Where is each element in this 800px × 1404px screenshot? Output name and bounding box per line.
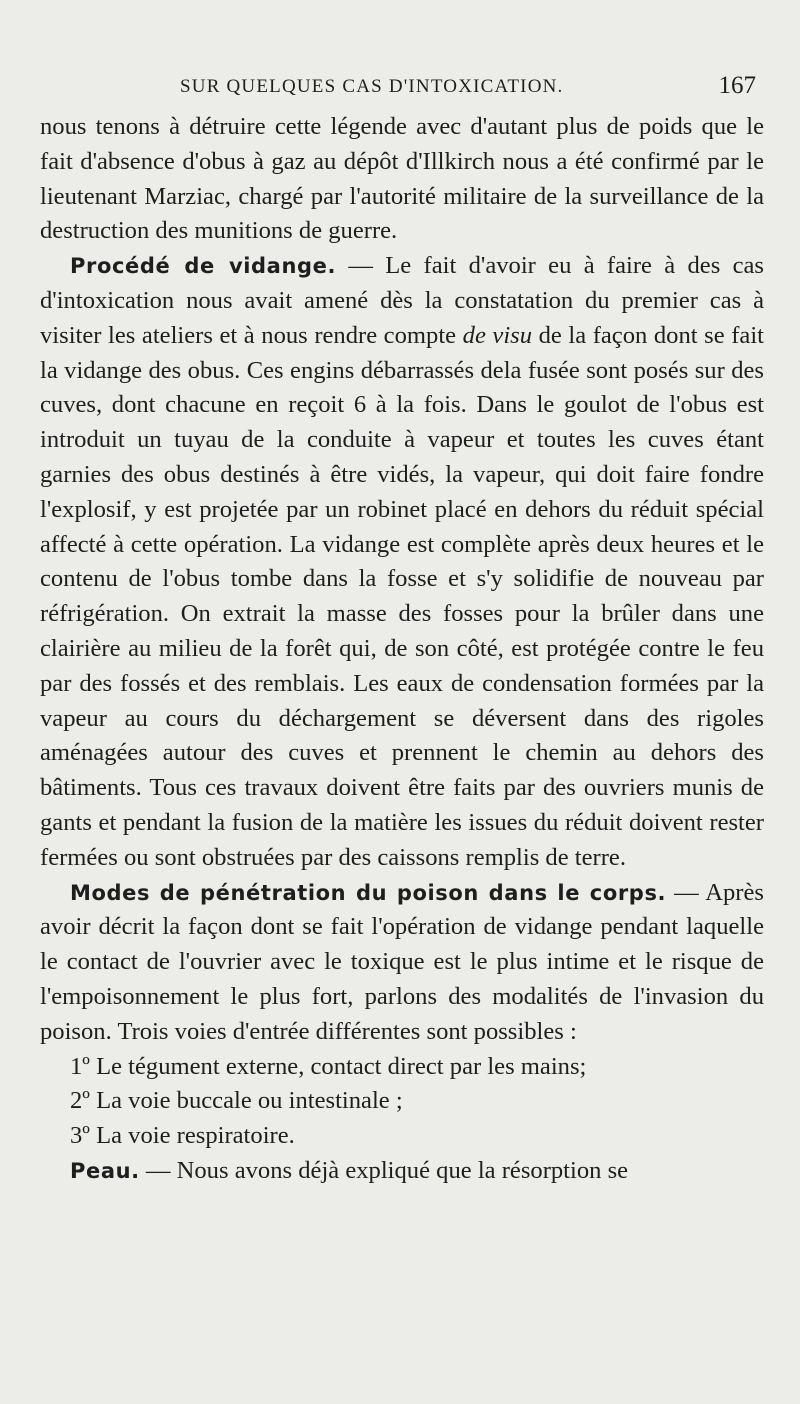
paragraph-text: — Nous avons déjà expliqué que la résorption se [139,1156,629,1184]
list-item: 1º Le tégument externe, contact direct par les mains; [70,1052,587,1080]
running-header [180,72,756,106]
page-number: 167 [718,72,756,99]
run-in-heading: Procédé de vidange. [70,254,337,279]
list-item: 3º La voie respiratoire. [70,1122,295,1150]
paragraph-text: — Après avoir décrit la façon dont se fait l'opération de vidange pendant laquelle le contact de l'ouvrier avec le toxique est le plus intime et le risque de l'empoisonnement le plus fort, parlons des modalités de l'invasion du poison. Trois voies d'entrée différentes sont possibles : [40,878,764,1045]
italic-phrase: de visu [462,321,533,349]
paragraph-text: — Le fait d'avoir eu à faire à des cas d'intoxication nous avait amené dès la constatation du premier cas à visiter les ateliers et à nous rendre compte [40,252,765,349]
paragraph-text: nous tenons à détruire cette légende avec d'autant plus de poids que le fait d'absence d'obus à gaz au dépôt d'Illkirch nous a été confirmé par le lieutenant Marziac, chargé par l'autorité militaire de la surveillance de la destruction des munitions de guerre. [40,113,764,245]
paragraph-continuation [40,110,764,249]
paragraph-penetration [40,876,764,1050]
run-in-heading: Peau. [70,1158,140,1183]
paragraph-vidange [40,249,764,875]
list-item: 2º La voie buccale ou intestinale ; [70,1087,403,1115]
page-body [40,110,764,1189]
paragraph-peau [40,1154,764,1189]
run-in-heading: Modes de pénétration du poison dans le corps. [70,880,667,905]
running-title: SUR QUELQUES CAS D'INTOXICATION. [180,76,564,97]
paragraph-text: de la façon dont se fait la vidange des obus. Ces engins débarrassés dela fusée sont posés sur des cuves, dont chacune en reçoit 6 à la fois. Dans le goulot de l'obus est introduit un tuyau de la conduite à vapeur et toutes les cuves étant garnies des obus destinés à être vidés, la vapeur, qui doit faire fondre l'explosif, y est projetée par un robinet placé en dehors du réduit spécial affecté à cette opération. La vidange est complète après deux heures et le contenu de l'obus tombe dans la fosse et s'y solidifie de nouveau par réfrigération. On extrait la masse des fosses pour la brûler dans une clairière au milieu de la forêt qui, de son côté, est protégée contre le feu par des fossés et des remblais. Les eaux de condensation formées par la vapeur au cours du déchargement se déversent dans des rigoles aménagées autour des cuves et prennent le chemin au dehors des bâtiments. Tous ces travaux doivent être faits par des ouvriers munis de gants et pendant la fusion de la matière les issues du réduit doivent rester fermées ou sont obstruées par des caissons remplis de terre. [40,321,764,871]
